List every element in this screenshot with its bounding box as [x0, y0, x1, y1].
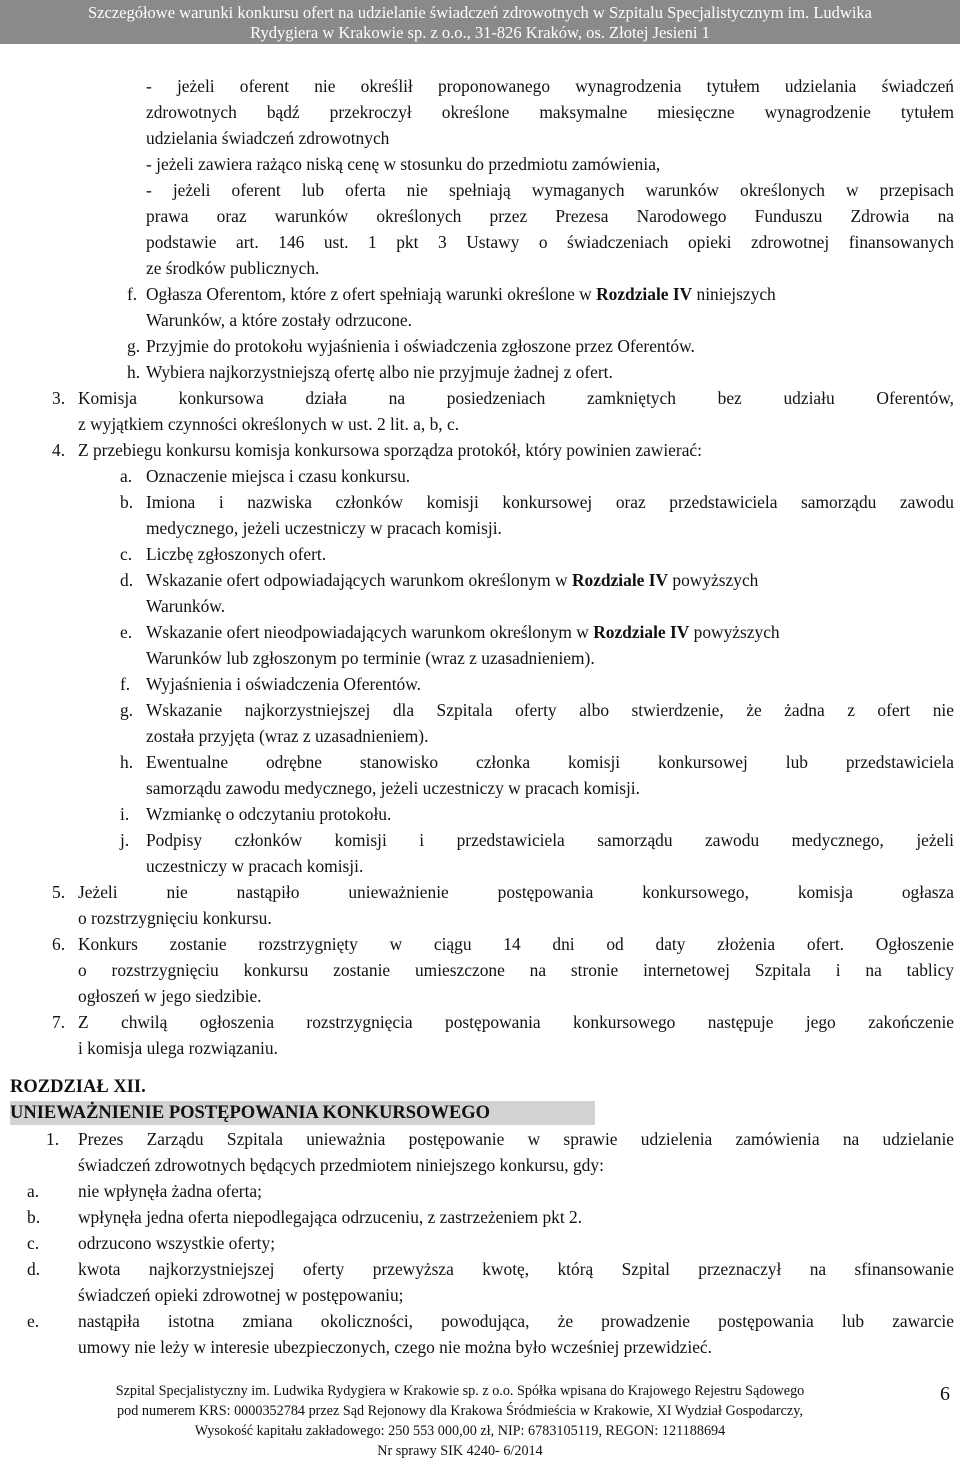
text-line: uczestniczy w pracach komisji.	[146, 856, 364, 876]
text-line: świadczeń zdrowotnych będących przedmiotem niniejszego konkursu, gdy:	[78, 1155, 604, 1175]
list-item: 6. Konkurs zostanie rozstrzygnięty w ciągu 14 dni od daty złożenia ofert. Ogłoszenie	[52, 934, 954, 954]
text-line: zdrowotnych bądź przekroczył określone maksymalne miesięczne wynagrodzenie tytułem	[146, 102, 954, 122]
text-line: została przyjęta (wraz z uzasadnieniem).	[146, 726, 429, 746]
text-line: podstawie art. 146 ust. 1 pkt 3 Ustawy o świadczeniach opieki zdrowotnej finansowanych	[146, 232, 954, 252]
text-line: świadczeń opieki zdrowotnej w postępowaniu;	[78, 1285, 404, 1305]
text-line: prawa oraz warunków określonych przez Prezesa Narodowego Funduszu Zdrowia na	[146, 206, 954, 226]
list-item: h. Wybiera najkorzystniejszą ofertę albo nie przyjmuje żadnej z ofert.	[127, 362, 613, 382]
text-line: ogłoszeń w jego siedzibie.	[78, 986, 262, 1006]
list-item: c. Liczbę zgłoszonych ofert.	[120, 544, 327, 564]
list-item: 4. Z przebiegu konkursu komisja konkursowa sporządza protokół, który powinien zawierać:	[52, 440, 702, 460]
list-item: g. Przyjmie do protokołu wyjaśnienia i oświadczenia zgłoszone przez Oferentów.	[127, 336, 695, 356]
chapter-subtitle: UNIEWAŻNIENIE POSTĘPOWANIA KONKURSOWEGO	[10, 1101, 595, 1125]
text-line: ze środków publicznych.	[146, 258, 320, 278]
list-item: 5. Jeżeli nie nastąpiło unieważnienie postępowania konkursowego, komisja ogłasza	[52, 882, 954, 902]
text-line: i komisja ulega rozwiązaniu.	[78, 1038, 278, 1058]
list-item: h. Ewentualne odrębne stanowisko członka komisji konkursowej lub przedstawiciela	[120, 752, 954, 772]
list-item: i. Wzmiankę o odczytaniu protokołu.	[120, 804, 392, 824]
text-line: z wyjątkiem czynności określonych w ust. 2 lit. a, b, c.	[78, 414, 460, 434]
list-item: d. Wskazanie ofert odpowiadających warunkom określonym w Rozdziale IV powyższych	[120, 570, 759, 590]
list-item: a. nie wpłynęła żadna oferta;	[27, 1181, 262, 1201]
list-item: a. Oznaczenie miejsca i czasu konkursu.	[120, 466, 411, 486]
footer-line-4: Nr sprawy SIK 4240- 6/2014	[377, 1443, 543, 1459]
list-item: 1. Prezes Zarządu Szpitala unieważnia postępowanie w sprawie udzielenia zamówienia na udzielanie	[46, 1129, 954, 1149]
text-line: - jeżeli oferent lub oferta nie spełniają wymaganych warunków określonych w przepisach	[146, 180, 954, 200]
footer-line-3: Wysokość kapitału zakładowego: 250 553 000,00 zł, NIP: 6783105119, REGON: 121188694	[194, 1423, 726, 1439]
text-line: samorządu zawodu medycznego, jeżeli uczestniczy w pracach komisji.	[146, 778, 640, 798]
page-header	[0, 0, 960, 44]
list-item: d. kwota najkorzystniejszej oferty przewyższa kwotę, którą Szpital przeznaczył na sfinansowanie	[27, 1259, 954, 1279]
list-item: b. Imiona i nazwiska członków komisji konkursowej oraz przedstawiciela samorządu zawodu	[120, 492, 954, 512]
text-line: umowy nie leży w interesie ubezpieczonych, czego nie można było wcześniej przewidzieć.	[78, 1337, 713, 1357]
text-line: o rozstrzygnięciu konkursu zostanie umieszczone na stronie internetowej Szpitala i na tablicy	[78, 960, 954, 980]
header-line-1: Szczegółowe warunki konkursu ofert na udzielanie świadczeń zdrowotnych w Szpitalu Specjalistycznym im. Ludwika	[88, 3, 872, 22]
list-item: g. Wskazanie najkorzystniejszej dla Szpitala oferty albo stwierdzenie, że żadna z ofert nie	[120, 700, 954, 720]
chapter-title: ROZDZIAŁ XII.	[10, 1077, 146, 1097]
list-item: e. nastąpiła istotna zmiana okoliczności, powodująca, że prowadzenie postępowania lub zawarcie	[27, 1311, 954, 1331]
text-line: medycznego, jeżeli uczestniczy w pracach komisji.	[146, 518, 502, 538]
list-item: f. Ogłasza Oferentom, które z ofert spełniają warunki określone w Rozdziale IV niniejszych	[127, 284, 776, 304]
list-item: 7. Z chwilą ogłoszenia rozstrzygnięcia postępowania konkursowego następuje jego zakończenie	[52, 1012, 954, 1032]
list-item: f. Wyjaśnienia i oświadczenia Oferentów.	[120, 674, 421, 694]
text-line: - jeżeli oferent nie określił proponowanego wynagrodzenia tytułem udzielania świadczeń	[146, 76, 954, 96]
text-line: udzielania świadczeń zdrowotnych	[146, 128, 390, 148]
page-number: 6	[940, 1383, 950, 1405]
list-item: 3. Komisja konkursowa działa na posiedzeniach zamkniętych bez udziału Oferentów,	[52, 388, 954, 408]
footer-line-2: pod numerem KRS: 0000352784 przez Sąd Rejonowy dla Krakowa Śródmieścia w Krakowie, XI Wydział Gospodarczy,	[117, 1403, 803, 1419]
list-item: b. wpłynęła jedna oferta niepodlegająca odrzuceniu, z zastrzeżeniem pkt 2.	[27, 1207, 583, 1227]
list-item: e. Wskazanie ofert nieodpowiadających warunkom określonym w Rozdziale IV powyższych	[120, 622, 780, 642]
text-line: - jeżeli zawiera rażąco niską cenę w stosunku do przedmiotu zamówienia,	[146, 154, 661, 174]
list-item: j. Podpisy członków komisji i przedstawiciela samorządu zawodu medycznego, jeżeli	[120, 830, 954, 850]
list-item: c. odrzucono wszystkie oferty;	[27, 1233, 276, 1253]
footer-line-1: Szpital Specjalistyczny im. Ludwika Rydygiera w Krakowie sp. z o.o. Spółka wpisana do Krajowego Rejestru Sądowego	[115, 1383, 805, 1399]
text-line: o rozstrzygnięciu konkursu.	[78, 908, 272, 928]
text-line: Warunków.	[146, 596, 226, 616]
text-line: Warunków, a które zostały odrzucone.	[146, 310, 412, 330]
text-line: Warunków lub zgłoszonym po terminie (wraz z uzasadnieniem).	[146, 648, 595, 668]
header-line-2: Rydygiera w Krakowie sp. z o.o., 31-826 Kraków, os. Złotej Jesieni 1	[250, 23, 710, 42]
